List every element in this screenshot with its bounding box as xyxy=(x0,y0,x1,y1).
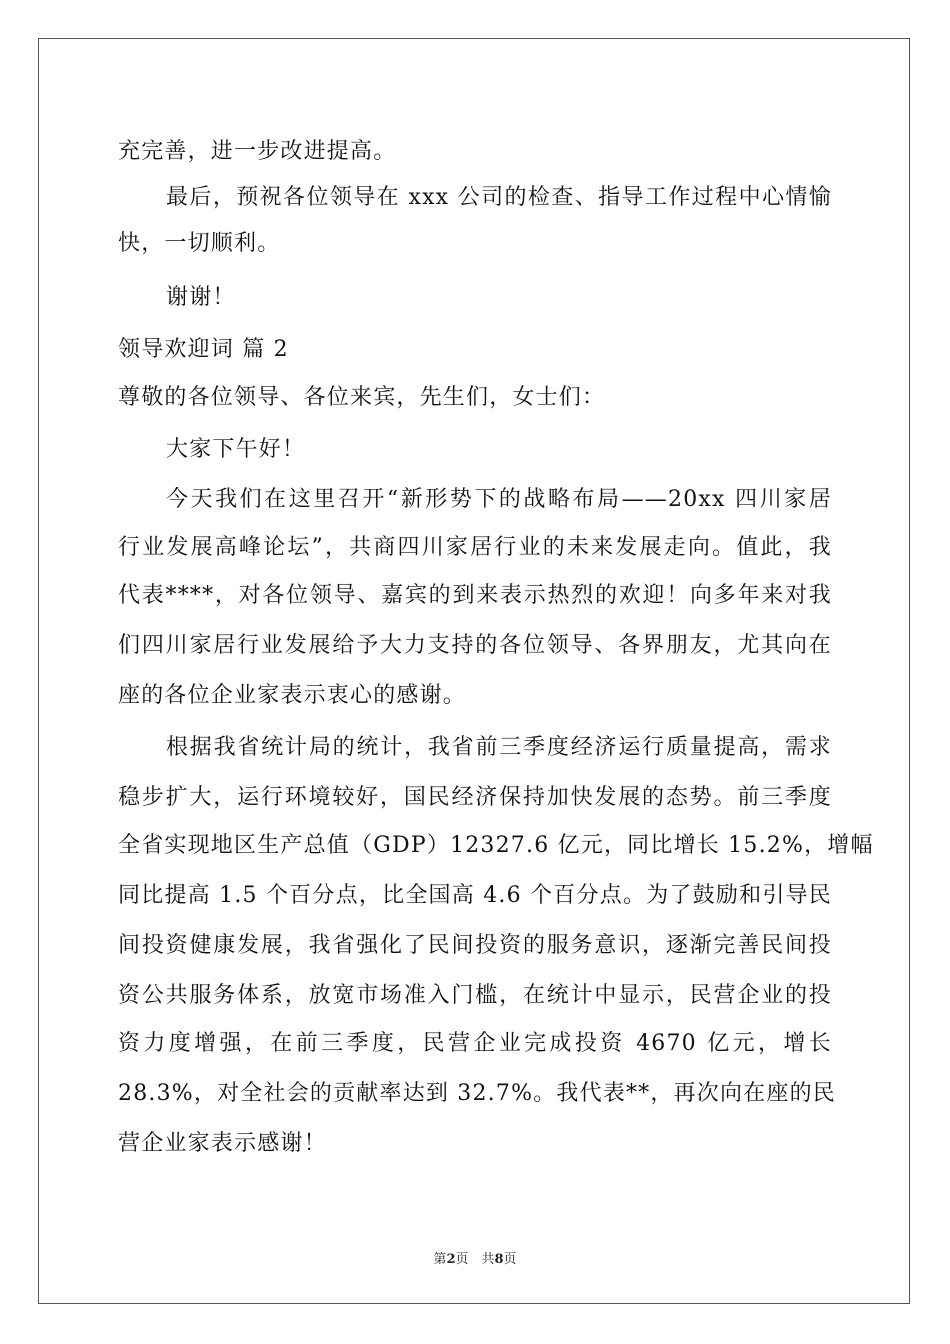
paragraph-line: 28.3%，对全社会的贡献率达到 32.7%。我代表**，再次向在座的民 xyxy=(118,1081,836,1106)
paragraph-line: 充完善，进一步改进提高。 xyxy=(118,139,397,164)
page-label-prefix: 第 xyxy=(433,1252,447,1267)
paragraph-line: 营企业家表示感谢！ xyxy=(118,1131,327,1156)
page-footer xyxy=(0,1248,950,1267)
paragraph-line: 谢谢！ xyxy=(166,285,236,310)
paragraph-line: 根据我省统计局的统计，我省前三季度经济运行质量提高，需求 xyxy=(166,735,832,760)
paragraph-line: 资公共服务体系，放宽市场准入门槛，在统计中显示，民营企业的投 xyxy=(118,983,832,1008)
paragraph-line: 稳步扩大，运行环境较好，国民经济保持加快发展的态势。前三季度 xyxy=(118,785,832,810)
paragraph-line: 最后，预祝各位领导在 xxx 公司的检查、指导工作过程中心情愉 xyxy=(166,185,832,210)
greeting: 大家下午好！ xyxy=(166,437,306,462)
paragraph-line: 快，一切顺利。 xyxy=(118,231,281,256)
section-heading: 领导欢迎词 篇 2 xyxy=(118,337,289,362)
paragraph-line: 们四川家居行业发展给予大力支持的各位领导、各界朋友，尤其向在 xyxy=(118,633,832,658)
page-label-suffix: 页 xyxy=(503,1252,517,1267)
paragraph-line: 行业发展高峰论坛”，共商四川家居行业的未来发展走向。值此，我 xyxy=(118,535,832,560)
paragraph-line: 间投资健康发展，我省强化了民间投资的服务意识，逐渐完善民间投 xyxy=(118,933,832,958)
paragraph-line: 座的各位企业家表示衷心的感谢。 xyxy=(118,683,467,708)
page-total: 8 xyxy=(494,1252,504,1267)
paragraph-line: 代表****，对各位领导、嘉宾的到来表示热烈的欢迎！向多年来对我 xyxy=(118,583,832,608)
page-label-mid: 页 共 xyxy=(455,1252,495,1267)
salutation: 尊敬的各位领导、各位来宾，先生们，女士们： xyxy=(118,385,606,410)
paragraph-line: 今天我们在这里召开“新形势下的战略布局——20xx 四川家居 xyxy=(166,487,832,512)
page-current: 2 xyxy=(446,1252,456,1267)
paragraph-line: 资力度增强，在前三季度，民营企业完成投资 4670 亿元，增长 xyxy=(118,1031,832,1056)
paragraph-line: 全省实现地区生产总值（GDP）12327.6 亿元，同比增长 15.2%，增幅 xyxy=(118,833,874,858)
paragraph-line: 同比提高 1.5 个百分点，比全国高 4.6 个百分点。为了鼓励和引导民 xyxy=(118,883,832,908)
